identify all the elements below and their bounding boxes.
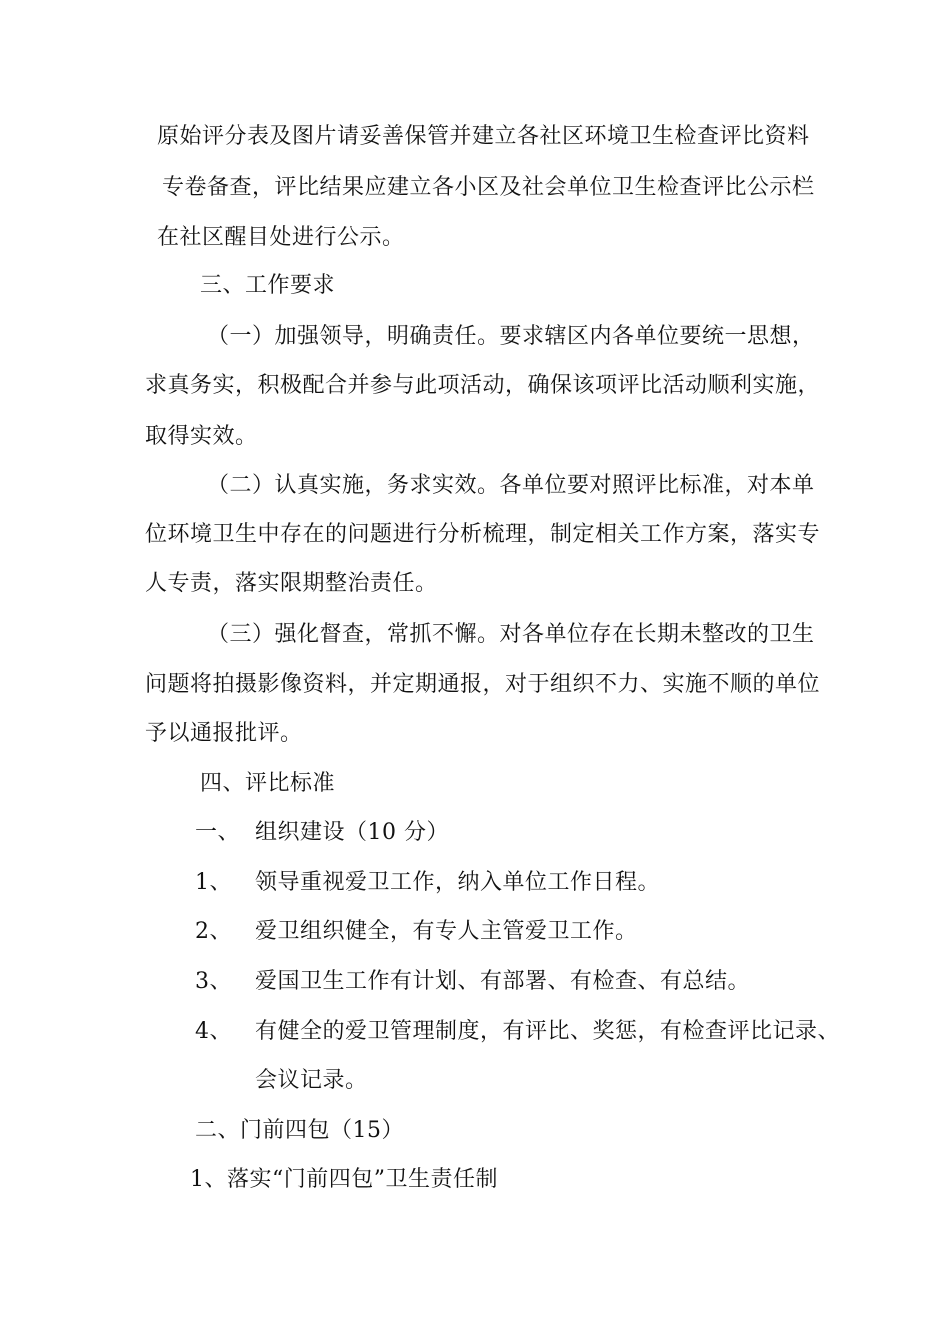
- section-heading: 三、工作要求: [200, 273, 336, 298]
- list-item-text: 爱国卫生工作有计划、有部署、有检查、有总结。: [255, 969, 751, 994]
- paragraph-line: 问题将拍摄影像资料，并定期通报，对于组织不力、实施不顺的单位: [145, 672, 821, 697]
- list-item-number: 4、: [195, 1019, 232, 1044]
- list-item: [195, 1018, 840, 1046]
- paragraph-line: 在社区醒目处进行公示。: [157, 225, 405, 250]
- list-item-number: 3、: [195, 969, 232, 994]
- paragraph-line: 求真务实，积极配合并参与此项活动，确保该项评比活动顺利实施，: [145, 373, 821, 398]
- list-item: [195, 869, 660, 897]
- section-heading: 二、门前四包（15）: [195, 1118, 404, 1143]
- paragraph-line: （一）加强领导，明确责任。要求辖区内各单位要统一思想，: [207, 324, 815, 349]
- paragraph-line: （二）认真实施，务求实效。各单位要对照评比标准，对本单: [207, 473, 815, 498]
- list-item-text: 组织建设（10 分）: [255, 820, 449, 845]
- section-heading: 四、评比标准: [200, 771, 336, 796]
- list-item-number: 一、: [195, 820, 241, 845]
- list-item-number: 1、: [195, 870, 232, 895]
- list-item-text: 爱卫组织健全，有专人主管爱卫工作。: [255, 919, 638, 944]
- list-item-text: 领导重视爱卫工作，纳入单位工作日程。: [255, 870, 661, 895]
- paragraph-line: 专卷备查，评比结果应建立各小区及社会单位卫生检查评比公示栏: [162, 175, 815, 200]
- list-item-continuation: 会议记录。: [255, 1068, 368, 1093]
- list-item: [195, 918, 638, 946]
- paragraph-line: 取得实效。: [145, 424, 258, 449]
- list-item-number: 2、: [195, 919, 232, 944]
- paragraph-line: 予以通报批评。: [145, 721, 303, 746]
- paragraph-line: （三）强化督查，常抓不懈。对各单位存在长期未整改的卫生: [207, 622, 815, 647]
- list-item: [195, 968, 750, 996]
- list-item: [195, 819, 449, 847]
- paragraph-line: 人专责，落实限期整治责任。: [145, 571, 438, 596]
- paragraph-line: 位环境卫生中存在的问题进行分析梳理，制定相关工作方案，落实专: [145, 522, 821, 547]
- list-item: 1、落实“门前四包”卫生责任制: [190, 1167, 498, 1192]
- paragraph-line: 原始评分表及图片请妥善保管并建立各社区环境卫生检查评比资料: [157, 124, 810, 149]
- list-item-text: 有健全的爱卫管理制度，有评比、奖惩，有检查评比记录、: [255, 1019, 841, 1044]
